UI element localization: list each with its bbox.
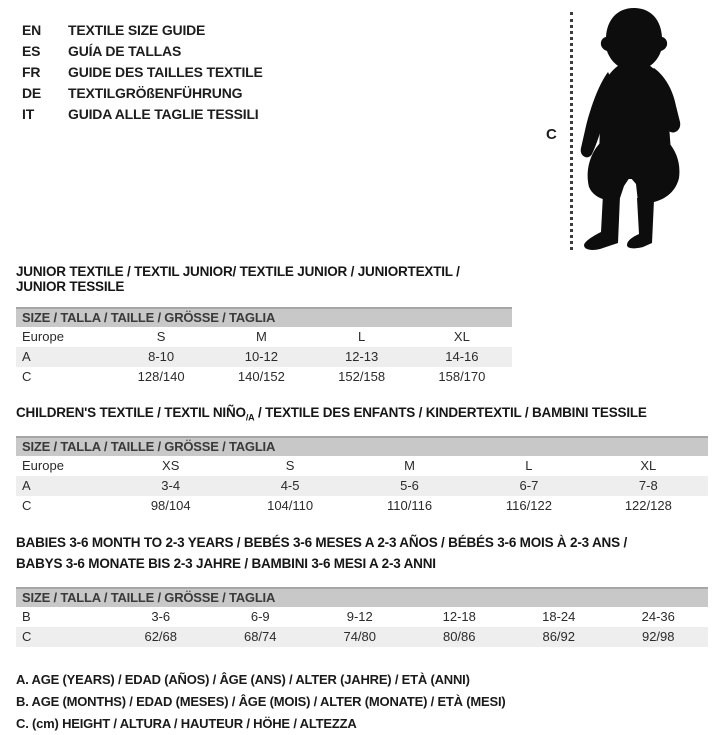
language-code: IT	[22, 106, 35, 122]
table-row	[16, 367, 512, 387]
language-title: GUÍA DE TALLAS	[68, 43, 182, 59]
language-code: FR	[22, 64, 41, 80]
language-code: EN	[22, 22, 42, 38]
table-title	[16, 264, 512, 294]
table-row	[16, 456, 708, 476]
row-label: Europe	[22, 329, 64, 344]
table-row	[16, 496, 708, 516]
table-cell: 3-4	[161, 477, 181, 493]
language-row-es	[22, 41, 263, 62]
table-title-line1: BABIES 3-6 MONTH TO 2-3 YEARS / BEBÉS 3-6 MESES A 2-3 AÑOS / BÉBÉS 3-6 MOIS À 2-3 ANS /	[16, 534, 627, 550]
table-cell: M	[404, 457, 415, 473]
legend-notes	[0, 669, 720, 735]
row-label: B	[22, 608, 31, 624]
table-cell: S	[285, 457, 295, 473]
row-label: C	[22, 628, 32, 644]
table-cell: 5-6	[400, 477, 419, 493]
table-cell: 6-7	[519, 477, 539, 493]
table-row	[16, 347, 512, 367]
language-row-fr	[22, 62, 263, 83]
height-measure-dotted-line	[570, 12, 573, 250]
table-cell: 12-13	[345, 349, 379, 364]
table-cell: 128/140	[137, 369, 185, 384]
table-title	[16, 405, 708, 423]
table-cell: 86/92	[542, 628, 576, 644]
table-cell: 12-18	[442, 608, 476, 624]
table-title-text: CHILDREN'S TEXTILE / TEXTIL NIÑO	[16, 405, 246, 420]
table-cell: 8-10	[148, 349, 175, 364]
row-label: A	[22, 477, 31, 493]
row-label: Europe	[22, 457, 64, 473]
table-cell: 14-16	[445, 349, 479, 364]
babies-textile-table	[16, 532, 708, 647]
table-cell: 6-9	[250, 608, 270, 624]
table-cell: 158/170	[438, 369, 486, 384]
table-title-text: JUNIOR TEXTILE / TEXTIL JUNIOR/ TEXTILE JUNIOR / JUNIORTEXTIL / JUNIOR TESSILE	[16, 264, 460, 294]
height-measure-label: C	[546, 126, 557, 143]
language-code: DE	[22, 85, 42, 101]
table-rows	[16, 456, 708, 516]
table-cell: M	[255, 329, 267, 344]
language-row-it	[22, 104, 263, 125]
table-title	[16, 532, 708, 574]
row-label: C	[22, 369, 32, 384]
note-age-months: B. AGE (MONTHS) / EDAD (MESES) / ÂGE (MOIS) / ALTER (MONATE) / ETÀ (MESI)	[16, 693, 506, 709]
junior-textile-table	[16, 264, 512, 387]
table-row	[16, 476, 708, 496]
note-age-years: A. AGE (YEARS) / EDAD (AÑOS) / ÂGE (ANS) / ALTER (JAHRE) / ETÀ (ANNI)	[16, 671, 470, 687]
table-cell: 62/68	[144, 628, 178, 644]
table-cell: 74/80	[343, 628, 377, 644]
language-row-en	[22, 20, 263, 41]
row-label: C	[22, 497, 32, 513]
childrens-textile-table	[16, 405, 708, 516]
table-title-line2: BABYS 3-6 MONATE BIS 2-3 JAHRE / BAMBINI 3-6 MESI A 2-3 ANNI	[16, 555, 436, 571]
size-band-header: SIZE / TALLA / TAILLE / GRÖSSE / TAGLIA	[16, 307, 512, 327]
table-rows	[16, 327, 512, 387]
table-cell: XS	[162, 457, 180, 473]
table-title-text: / TEXTILE DES ENFANTS / KINDERTEXTIL / BAMBINI TESSILE	[254, 405, 647, 420]
tables-section	[0, 264, 720, 647]
table-cell: 9-12	[346, 608, 373, 624]
table-cell: S	[156, 329, 166, 344]
table-rows	[16, 607, 708, 647]
language-title: TEXTILE SIZE GUIDE	[68, 22, 206, 38]
table-cell: 80/86	[442, 628, 476, 644]
language-title: GUIDE DES TAILLES TEXTILE	[68, 64, 263, 80]
language-list	[22, 20, 263, 125]
table-cell: 68/74	[243, 628, 277, 644]
table-row	[16, 627, 708, 647]
table-cell: L	[525, 457, 533, 473]
table-cell: 7-8	[638, 477, 658, 493]
header-section	[0, 0, 720, 260]
table-cell: XL	[453, 329, 470, 344]
size-band-header: SIZE / TALLA / TAILLE / GRÖSSE / TAGLIA	[16, 436, 708, 456]
table-cell: 10-12	[244, 349, 278, 364]
table-cell: 122/128	[624, 497, 672, 513]
language-row-de	[22, 83, 263, 104]
table-cell: 104/110	[267, 497, 314, 513]
table-cell: 18-24	[542, 608, 576, 624]
table-row	[16, 607, 708, 627]
table-cell: 116/122	[505, 497, 552, 513]
table-cell: 110/116	[386, 497, 433, 513]
table-cell: 98/104	[150, 497, 191, 513]
table-cell: XL	[640, 457, 657, 473]
table-cell: 92/98	[641, 628, 675, 644]
table-cell: 24-36	[641, 608, 675, 624]
table-title-subscript: /A	[245, 412, 255, 423]
table-cell: L	[358, 329, 366, 344]
size-band-header: SIZE / TALLA / TAILLE / GRÖSSE / TAGLIA	[16, 587, 708, 607]
language-title: TEXTILGRÖßENFÜHRUNG	[68, 85, 243, 101]
language-title: GUIDA ALLE TAGLIE TESSILI	[68, 106, 259, 122]
language-code: ES	[22, 43, 41, 59]
table-cell: 4-5	[280, 477, 300, 493]
toddler-silhouette-icon	[577, 6, 692, 251]
note-height-cm: C. (cm) HEIGHT / ALTURA / HAUTEUR / HÖHE / ALTEZZA	[16, 715, 357, 731]
row-label: A	[22, 349, 31, 364]
table-cell: 140/152	[237, 369, 285, 384]
table-cell: 152/158	[338, 369, 386, 384]
table-row	[16, 327, 512, 347]
table-cell: 3-6	[151, 608, 171, 624]
